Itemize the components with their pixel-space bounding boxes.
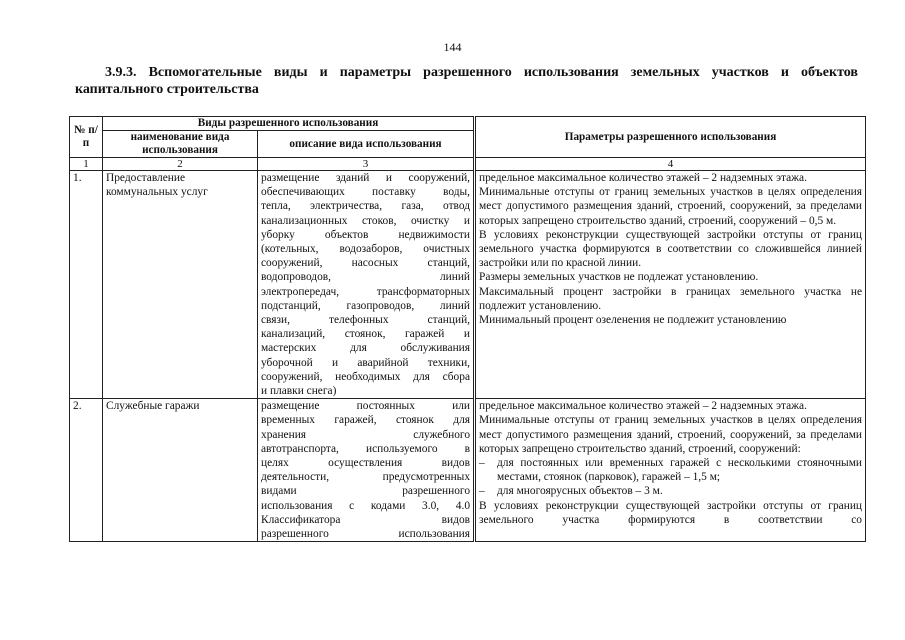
description-line: уборку объектов недвижимости	[261, 228, 471, 241]
description-line: сооружений, насосных станций,	[261, 257, 471, 270]
description-line: видами разрешенного	[261, 485, 471, 498]
description-line: тепла, электричества, газа, отвод	[261, 200, 471, 213]
parameter-list-item	[479, 484, 862, 498]
description-line: разрешенного использования	[261, 528, 471, 541]
row-name: Предоставление коммунальных услуг	[103, 171, 258, 399]
parameter-paragraph: Минимальные отступы от границ земельных участков в целях определения мест допустимого размещения зданий, строений, сооружений, за пределами которых запрещено строительство зданий, строений, сооружений – 0,5 м.	[479, 186, 863, 227]
header-desc: описание вида использования	[258, 131, 475, 158]
parameter-paragraph: В условиях реконструкции существующей застройки отступы от границ земельного участка формируются в соответствии со	[479, 499, 863, 526]
description-line: мастерских для обслуживания	[261, 342, 471, 355]
parameter-paragraph: В условиях реконструкции существующей застройки отступы от границ земельного участка формируются в соответствии со сложившейся линией застройки или по красной линии.	[479, 228, 863, 270]
col-number: 3	[258, 158, 475, 171]
description-line: размещение зданий и сооружений,	[261, 172, 471, 184]
parameter-list-item	[479, 456, 862, 484]
description-line: сооружений, необходимых для сбора	[261, 370, 471, 383]
row-num: 2.	[70, 399, 103, 542]
description-line: подстанций, газопроводов, линий	[261, 299, 471, 312]
description-line: размещение постоянных или	[261, 400, 471, 413]
table-row	[70, 171, 866, 399]
parameter-paragraph: предельное максимальное количество этажей – 2 надземных этажа.	[479, 172, 807, 184]
description-line: водопроводов, линий	[261, 271, 471, 284]
page-number: 144	[443, 40, 462, 54]
column-number-row	[70, 158, 866, 171]
parameter-paragraph: Минимальные отступы от границ земельных участков в целях определения мест допустимого размещения зданий, строений, сооружений, за пределами которых запрещено строительство зданий, строений, сооружений:	[479, 414, 863, 455]
col-number: 1	[70, 158, 103, 171]
table-row	[70, 399, 866, 542]
dash-bullet: –	[479, 485, 485, 498]
header-name: наименование вида использования	[103, 131, 258, 158]
description-line: Классификатора видов	[261, 513, 471, 526]
description-line: хранения служебного	[261, 428, 471, 441]
header-group: Виды разрешенного использования	[103, 117, 475, 131]
row-parameters	[475, 399, 866, 542]
parameters-table	[69, 116, 866, 542]
col-number: 4	[475, 158, 866, 171]
description-line: канализаций, стоянок, гаражей и	[261, 328, 471, 341]
section-title	[75, 64, 858, 98]
description-line: автотранспорта, используемого в	[261, 442, 471, 455]
row-description	[258, 171, 475, 399]
row-name: Служебные гаражи	[103, 399, 258, 542]
description-line: электропередач, трансформаторных	[261, 285, 471, 298]
parameter-paragraph: предельное максимальное количество этажей – 2 надземных этажа.	[479, 400, 807, 413]
section-title-text: 3.9.3. Вспомогательные виды и параметры разрешенного использования земельных участков и объектов капитального строительства	[75, 65, 858, 97]
row-num: 1.	[70, 171, 103, 399]
description-line: (котельных, водозаборов, очистных	[261, 243, 471, 256]
col-number: 2	[103, 158, 258, 171]
list-item-text: для многоярусных объектов – 3 м.	[497, 485, 663, 498]
description-line: временных гаражей, стоянок для	[261, 414, 471, 427]
parameter-paragraph: Максимальный процент застройки в границах земельного участка не подлежит установлению.	[479, 285, 863, 312]
description-line: канализационных стоков, очистку и	[261, 214, 471, 227]
description-line: уборочной и аварийной техники,	[261, 356, 471, 369]
header-num: № п/п	[70, 117, 103, 158]
description-line: обеспечивающих поставку воды,	[261, 186, 471, 199]
description-line: и плавки снега)	[261, 385, 337, 398]
parameter-paragraph: Минимальный процент озеленения не подлежит установлению	[479, 314, 787, 327]
dash-bullet: –	[479, 457, 485, 470]
row-description	[258, 399, 475, 542]
list-item-text: для постоянных или временных гаражей с несколькими стояночными местами, стоянок (парковок), гаражей – 1,5 м;	[497, 457, 863, 484]
row-parameters	[475, 171, 866, 399]
description-line: связи, телефонных станций,	[261, 314, 471, 327]
parameter-paragraph: Размеры земельных участков не подлежат установлению.	[479, 271, 759, 284]
description-line: целях осуществления видов	[261, 457, 471, 470]
description-line: деятельности, предусмотренных	[261, 471, 471, 484]
description-line: использования с кодами 3.0, 4.0	[261, 499, 471, 512]
table-header-row-1	[70, 117, 866, 131]
header-params: Параметры разрешенного использования	[475, 117, 866, 158]
